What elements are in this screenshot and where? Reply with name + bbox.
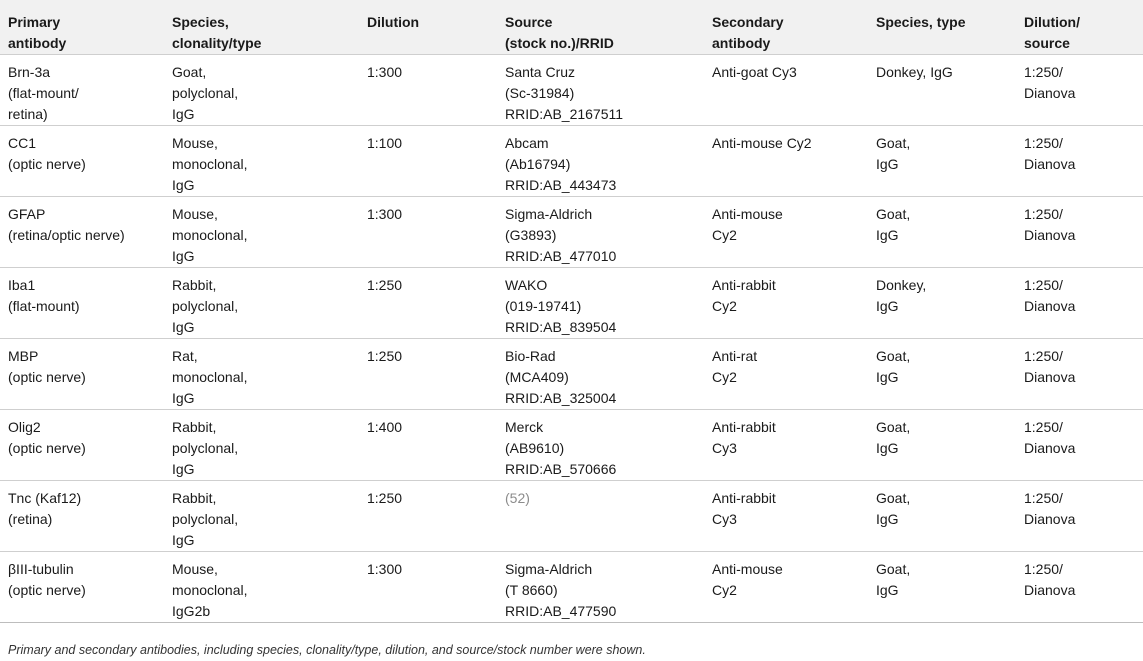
table-row — [0, 552, 1143, 623]
cell-text: 1:300 — [367, 561, 403, 577]
cell-primary-antibody — [0, 410, 164, 481]
cell-text: RRID:AB_839504 — [505, 319, 617, 335]
table-row — [0, 410, 1143, 481]
cell-text: IgG — [876, 227, 899, 243]
cell-text: (Ab16794) — [505, 156, 571, 172]
cell-text: Donkey, — [876, 277, 927, 293]
header-secondary-antibody — [704, 0, 868, 55]
header-text: Species, type — [876, 14, 966, 30]
header-species-clonality — [164, 0, 359, 55]
header-text: Primary — [8, 14, 61, 30]
cell-dilution-source — [1016, 339, 1143, 410]
cell-text: Rabbit, — [172, 419, 217, 435]
cell-text: Dianova — [1024, 298, 1076, 314]
cell-text: Cy2 — [712, 298, 737, 314]
cell-text: Anti-rat — [712, 348, 758, 364]
cell-text: 1:250/ — [1024, 419, 1063, 435]
cell-dilution-source — [1016, 481, 1143, 552]
cell-secondary-antibody — [704, 339, 868, 410]
cell-text: IgG2b — [172, 603, 211, 619]
cell-species-clonality — [164, 55, 359, 126]
cell-text: Rabbit, — [172, 490, 217, 506]
cell-source — [497, 339, 704, 410]
table-row — [0, 481, 1143, 552]
cell-text: Dianova — [1024, 511, 1076, 527]
cell-text: IgG — [172, 106, 195, 122]
cell-text: (AB9610) — [505, 440, 565, 456]
cell-source — [497, 552, 704, 623]
header-primary-antibody — [0, 0, 164, 55]
cell-text: Abcam — [505, 135, 549, 151]
cell-text: (flat-mount/ — [8, 85, 79, 101]
cell-text: 1:300 — [367, 64, 403, 80]
cell-primary-antibody — [0, 197, 164, 268]
table-row — [0, 126, 1143, 197]
cell-text: IgG — [876, 511, 899, 527]
cell-text: IgG — [172, 461, 195, 477]
cell-text: (retina) — [8, 511, 53, 527]
cell-text: (optic nerve) — [8, 369, 86, 385]
cell-text: Iba1 — [8, 277, 36, 293]
cell-source — [497, 55, 704, 126]
header-text: Source — [505, 14, 553, 30]
cell-text: (flat-mount) — [8, 298, 80, 314]
table-footnote: Primary and secondary antibodies, including species, clonality/type, dilution, and source/stock number were shown. — [8, 643, 646, 657]
cell-dilution-source — [1016, 268, 1143, 339]
cell-species-type — [868, 410, 1016, 481]
cell-text: RRID:AB_325004 — [505, 390, 617, 406]
cell-text: 1:300 — [367, 206, 403, 222]
cell-text: retina) — [8, 106, 48, 122]
table-row — [0, 339, 1143, 410]
cell-text: IgG — [172, 248, 195, 264]
cell-text: Goat, — [876, 561, 911, 577]
cell-text: monoclonal, — [172, 156, 248, 172]
cell-primary-antibody — [0, 339, 164, 410]
table-row — [0, 197, 1143, 268]
cell-text: Anti-mouse — [712, 206, 783, 222]
cell-text: Goat, — [876, 419, 911, 435]
cell-text: Cy2 — [712, 227, 737, 243]
cell-species-type — [868, 268, 1016, 339]
table-header — [0, 0, 1143, 55]
cell-dilution — [359, 268, 497, 339]
cell-text: MBP — [8, 348, 39, 364]
cell-text: CC1 — [8, 135, 37, 151]
cell-dilution — [359, 339, 497, 410]
cell-source — [497, 126, 704, 197]
cell-secondary-antibody — [704, 55, 868, 126]
cell-text: Donkey, IgG — [876, 64, 953, 80]
cell-text: RRID:AB_477010 — [505, 248, 617, 264]
cell-text: IgG — [172, 177, 195, 193]
cell-species-type — [868, 552, 1016, 623]
cell-primary-antibody — [0, 481, 164, 552]
cell-text: Goat, — [876, 135, 911, 151]
header-text: Dilution — [367, 14, 420, 30]
cell-text: 1:250/ — [1024, 277, 1063, 293]
cell-text: Sigma-Aldrich — [505, 561, 593, 577]
cell-text: RRID:AB_477590 — [505, 603, 617, 619]
cell-secondary-antibody — [704, 552, 868, 623]
cell-text: IgG — [172, 532, 195, 548]
header-dilution — [359, 0, 497, 55]
cell-dilution — [359, 481, 497, 552]
cell-text: 1:250 — [367, 490, 403, 506]
header-text: Secondary — [712, 14, 784, 30]
cell-text: Brn-3a — [8, 64, 51, 80]
cell-dilution — [359, 197, 497, 268]
cell-text: βIII-tubulin — [8, 561, 74, 577]
header-dilution-source — [1016, 0, 1143, 55]
cell-secondary-antibody — [704, 481, 868, 552]
cell-dilution — [359, 55, 497, 126]
cell-species-clonality — [164, 126, 359, 197]
cell-text: polyclonal, — [172, 298, 239, 314]
cell-dilution-source — [1016, 552, 1143, 623]
cell-text: polyclonal, — [172, 440, 239, 456]
cell-text: IgG — [876, 440, 899, 456]
table-row — [0, 55, 1143, 126]
header-text: Dilution/ — [1024, 14, 1080, 30]
cell-species-clonality — [164, 481, 359, 552]
header-text: clonality/type — [172, 35, 262, 51]
cell-species-type — [868, 481, 1016, 552]
cell-text: 1:250/ — [1024, 561, 1063, 577]
cell-text: polyclonal, — [172, 85, 239, 101]
cell-species-type — [868, 339, 1016, 410]
cell-species-type — [868, 126, 1016, 197]
cell-text: Anti-goat Cy3 — [712, 64, 797, 80]
cell-text: RRID:AB_2167511 — [505, 106, 624, 122]
cell-text: Santa Cruz — [505, 64, 576, 80]
cell-text: Rat, — [172, 348, 198, 364]
cell-text: Anti-rabbit — [712, 419, 776, 435]
cell-text: IgG — [876, 298, 899, 314]
cell-text: Goat, — [876, 348, 911, 364]
cell-dilution — [359, 410, 497, 481]
cell-text: 1:250 — [367, 277, 403, 293]
cell-source — [497, 410, 704, 481]
cell-primary-antibody — [0, 126, 164, 197]
cell-primary-antibody — [0, 268, 164, 339]
cell-text: (optic nerve) — [8, 582, 86, 598]
cell-text: Mouse, — [172, 561, 218, 577]
cell-text: IgG — [876, 156, 899, 172]
cell-text: (T 8660) — [505, 582, 558, 598]
header-text: antibody — [712, 35, 771, 51]
cell-species-clonality — [164, 552, 359, 623]
cell-species-type — [868, 55, 1016, 126]
cell-text: IgG — [876, 369, 899, 385]
cell-text: Goat, — [876, 206, 911, 222]
cell-text: (retina/optic nerve) — [8, 227, 125, 243]
cell-source — [497, 481, 704, 552]
cell-text: (optic nerve) — [8, 156, 86, 172]
cell-text: monoclonal, — [172, 369, 248, 385]
cell-text: Cy2 — [712, 369, 737, 385]
cell-text: Dianova — [1024, 440, 1076, 456]
header-species-type — [868, 0, 1016, 55]
header-text: Species, — [172, 14, 229, 30]
cell-dilution-source — [1016, 126, 1143, 197]
cell-text: IgG — [172, 319, 195, 335]
cell-text: 1:400 — [367, 419, 403, 435]
cell-text: monoclonal, — [172, 582, 248, 598]
cell-text: Tnc (Kaf12) — [8, 490, 82, 506]
table-body — [0, 55, 1143, 623]
cell-text: Dianova — [1024, 85, 1076, 101]
cell-text: 1:250/ — [1024, 490, 1063, 506]
cell-text: polyclonal, — [172, 511, 239, 527]
cell-dilution-source — [1016, 197, 1143, 268]
cell-text: Anti-rabbit — [712, 490, 776, 506]
cell-secondary-antibody — [704, 126, 868, 197]
cell-text: 1:250/ — [1024, 64, 1063, 80]
cell-text: Sigma-Aldrich — [505, 206, 593, 222]
cell-text: Cy3 — [712, 440, 737, 456]
header-text: antibody — [8, 35, 67, 51]
cell-text: (019-19741) — [505, 298, 582, 314]
cell-species-clonality — [164, 410, 359, 481]
cell-species-clonality — [164, 197, 359, 268]
cell-species-clonality — [164, 339, 359, 410]
cell-text: IgG — [172, 390, 195, 406]
cell-text: (G3893) — [505, 227, 557, 243]
header-source — [497, 0, 704, 55]
cell-text: IgG — [876, 582, 899, 598]
cell-text: RRID:AB_443473 — [505, 177, 617, 193]
header-text: source — [1024, 35, 1070, 51]
cell-text: RRID:AB_570666 — [505, 461, 617, 477]
cell-secondary-antibody — [704, 268, 868, 339]
cell-text: Dianova — [1024, 369, 1076, 385]
cell-text: (MCA409) — [505, 369, 569, 385]
cell-dilution — [359, 126, 497, 197]
cell-text: Anti-mouse — [712, 561, 783, 577]
cell-dilution-source — [1016, 410, 1143, 481]
cell-text: Goat, — [172, 64, 207, 80]
cell-secondary-antibody — [704, 197, 868, 268]
cell-text: monoclonal, — [172, 227, 248, 243]
cell-text: Dianova — [1024, 582, 1076, 598]
header-row — [0, 0, 1143, 55]
cell-text: 1:250/ — [1024, 348, 1063, 364]
cell-text: Dianova — [1024, 227, 1076, 243]
cell-text: Anti-rabbit — [712, 277, 776, 293]
cell-text: Cy2 — [712, 582, 737, 598]
cell-secondary-antibody — [704, 410, 868, 481]
cell-text: 1:250 — [367, 348, 403, 364]
cell-species-type — [868, 197, 1016, 268]
cell-text: 1:250/ — [1024, 135, 1063, 151]
cell-text: Goat, — [876, 490, 911, 506]
cell-text: (Sc-31984) — [505, 85, 575, 101]
cell-text: 1:250/ — [1024, 206, 1063, 222]
cell-dilution — [359, 552, 497, 623]
cell-text: GFAP — [8, 206, 46, 222]
cell-text: (optic nerve) — [8, 440, 86, 456]
cell-source — [497, 268, 704, 339]
cell-text: WAKO — [505, 277, 548, 293]
table-row — [0, 268, 1143, 339]
cell-text: Rabbit, — [172, 277, 217, 293]
cell-text: Mouse, — [172, 135, 218, 151]
cell-text: 1:100 — [367, 135, 403, 151]
citation-link[interactable]: (52) — [505, 490, 530, 506]
cell-text: Olig2 — [8, 419, 41, 435]
cell-text: Anti-mouse Cy2 — [712, 135, 812, 151]
cell-text: Mouse, — [172, 206, 218, 222]
cell-text: Bio-Rad — [505, 348, 556, 364]
cell-species-clonality — [164, 268, 359, 339]
cell-primary-antibody — [0, 552, 164, 623]
cell-text: Dianova — [1024, 156, 1076, 172]
cell-text: Merck — [505, 419, 544, 435]
header-text: (stock no.)/RRID — [505, 35, 614, 51]
cell-text: Cy3 — [712, 511, 737, 527]
cell-dilution-source — [1016, 55, 1143, 126]
cell-source — [497, 197, 704, 268]
cell-primary-antibody — [0, 55, 164, 126]
